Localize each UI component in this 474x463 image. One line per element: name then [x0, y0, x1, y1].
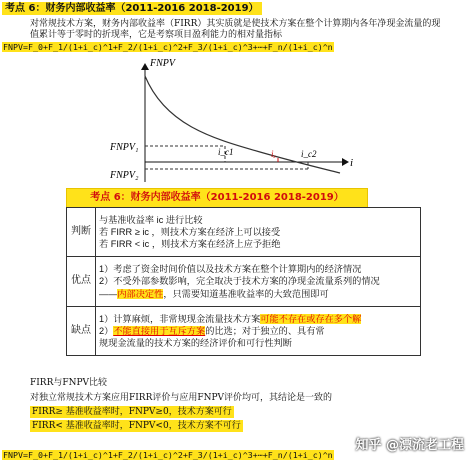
rule-firr-ge: FIRR≥ 基准收益率时，FNPV≥0，技术方案可行 [32, 407, 232, 417]
x-axis-label: i [350, 157, 354, 169]
multiple-solutions-highlight: 可能不存在或存在多个解 [260, 313, 362, 324]
table-title: 考点 6：财务内部收益率（2011-2016 2018-2019） [66, 188, 368, 208]
irr-knowledge-table [66, 207, 421, 356]
fnpv-curve-svg [110, 54, 370, 186]
watermark-text: 知乎 @漂流老工程 [355, 438, 464, 453]
disadvantage-cell [96, 307, 421, 356]
disadvantage-line-2-suffix: 的比选；对于独立的、具有常 [205, 325, 325, 336]
compare-text: 对独立常规技术方案应用FIRR评价与应用FNPV评价均可，其结论是一致的 [30, 393, 333, 403]
fnpv-formula-bottom: FNPV=F_0+F_1/(1+i_c)^1+F_2/(1+i_c)^2+F_3/(1+i_c)^3+⋯+F_n/(1+i_c)^n [3, 450, 333, 460]
internal-determinism-highlight: 内部决定性 [117, 288, 164, 299]
disadvantage-line-1 [99, 313, 417, 325]
advantage-line-1: 1）考虑了资金时间价值以及技术方案在整个计算期内的经济情况 [99, 264, 362, 275]
judgement-row [67, 208, 421, 257]
rule-firr-lt: FIRR< 基准收益率时，FNPV<0，技术方案不可行 [32, 421, 241, 431]
compare-title: FIRR与FNPV比较 [30, 378, 108, 388]
fnpv1-label: FNPV₁ [110, 142, 139, 153]
definition-line-1: 对常规技术方案，财务内部收益率（FIRR）其实质就是使技术方案在整个计算期内各年净现金流量的现 [30, 19, 441, 29]
advantage-line-2: 2）不受外部参数影响，完全取决于技术方案的净现金流量系列的情况 [99, 276, 380, 287]
section-heading: 考点 6：财务内部收益率（2011-2016 2018-2019） [2, 2, 262, 15]
disadvantage-line-2-prefix: 2） [99, 325, 114, 336]
mutually-exclusive-highlight: 不能直接用于互斥方案 [113, 325, 206, 336]
advantage-line-3-suffix: ，只需要知道基准收益率的大致范围即可 [163, 288, 329, 299]
ic2-label: i_c2 [301, 149, 317, 159]
ic1-label: i_c1 [218, 147, 234, 157]
advantage-row [67, 257, 421, 307]
judgement-line-1: 与基准收益率 iᴄ 进行比较 [99, 214, 203, 225]
watermark [355, 434, 464, 457]
disadvantage-label: 缺点 [67, 307, 96, 356]
disadvantage-line-2 [99, 325, 417, 337]
disadvantage-row [67, 307, 421, 356]
disadvantage-line-3: 规现金流量的技术方案的经济评价和可行性判断 [99, 338, 292, 349]
y-axis-label: FNPV [150, 58, 175, 69]
disadvantage-line-1-prefix: 1）计算麻烦，非常规现金流量技术方案 [99, 313, 261, 324]
definition-line-2: 值累计等于零时的折现率，它是考察项目盈利能力的相对量指标 [30, 30, 283, 40]
fnpv-curve-diagram [110, 54, 370, 190]
fnpv2-label: FNPV₂ [110, 170, 139, 181]
advantage-label: 优点 [67, 257, 96, 307]
judgement-cell [96, 208, 421, 257]
judgement-label: 判断 [67, 208, 96, 257]
judgement-line-3: 若 FIRR < iᴄ ，则技术方案在经济上应予拒绝 [99, 239, 281, 250]
advantage-line-3 [99, 288, 417, 300]
judgement-line-2: 若 FIRR ≥ iᴄ ，则技术方案在经济上可以接受 [99, 226, 281, 237]
advantage-dash: —— [99, 288, 118, 299]
ix-label: iₓ [271, 149, 277, 159]
fnpv-formula: FNPV=F_0+F_1/(1+i_c)^1+F_2/(1+i_c)^2+F_3/(1+i_c)^3+⋯+F_n/(1+i_c)^n [3, 42, 333, 52]
advantage-cell [96, 257, 421, 307]
